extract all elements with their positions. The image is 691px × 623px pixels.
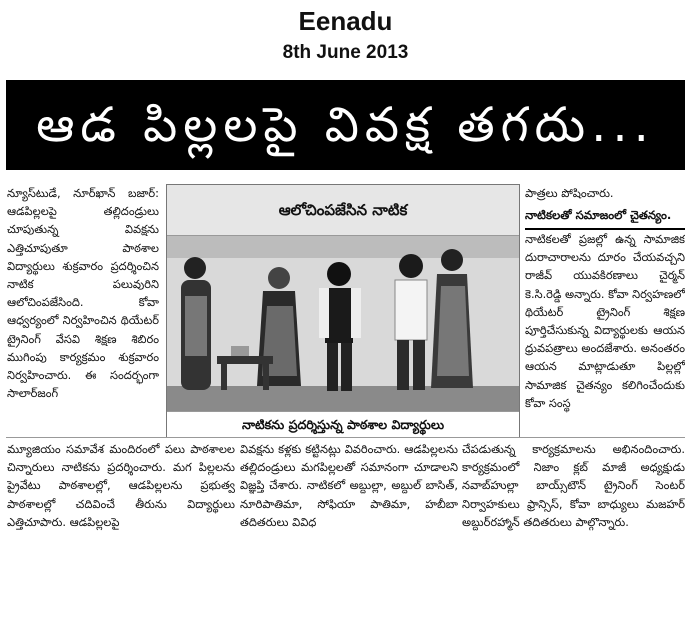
subheading: నాటికలతో సమాజంలో చైతన్యం. [525,208,685,230]
photo-top-caption: ఆలోచింపజేసిన నాటిక [167,185,519,236]
stage-photo [167,236,519,411]
article-column-4-top: పాత్రలు పోషించారు. [525,186,614,200]
article-column-4: నాటికలతో ప్రజల్లో ఉన్న సామాజిక దురాచారాలను దూరం చేయవచ్చని రాజీవ్ యువకిరణాలు చైర్మన్ కె.సి.రెడ్డి అన్నారు. కోవా నిర్వహణలో థియేటర్ ట్రైనింగ్ శిక్షణ పూర్తిచేసుకున్న విద్యార్థులకు ఆయన ధ్రువపత్రాలు అందజేశారు. అనంతరం ఆయన మాట్లాడుతూ పిల్లల్లో సామాజిక చైతన్యం కలిగించేందుకు కోవా సంస్థ [525,232,685,410]
headline-banner: ఆడ పిల్లలపై వివక్ష తగదు... [6,80,685,170]
article-bottom-column-3: చేపడుతున్న కార్యక్రమాలను అభినందించారు. కార్యక్రమంలో నిజాం క్లబ్ మాజీ అధ్యక్షుడు నవాబ్‌హుల్లా బాయ్స్‌టౌన్ ట్రైనింగ్ సెంటర్ నిర్వాహకులు ఫ్రాన్సిస్, కోవా బాధ్యులు మజహర్ అబ్దుర్‌రహ్మాన్ తదితరులు పాల్గొన్నారు. [462,442,685,529]
article-bottom-column-2: వివక్షను కళ్లకు కట్టినట్లు వివరించారు. ఆడపిల్లలను తల్లిదండ్రులు మగపిల్లలతో సమానంగా చూడాలని విజ్ఞప్తి చేశారు. నాటికలో అబ్దుల్లా, అబ్దుల్ బాసిత్, నూరిపాతిమా, సోఫియా పాతిమా, హబీబా తదితరులు వివిధ [240,442,458,529]
publication-date: 8th June 2013 [282,42,409,63]
article-column-1: న్యూస్‌టుడే, నూర్‌ఖాన్ బజార్: ఆడపిల్లలపై తల్లిదండ్రులు చూపుతున్న వివక్షను ఎత్తిచూపుతూ పాఠశాల విద్యార్థులు శుక్రవారం ప్రదర్శించిన నాటిక పలువురిని ఆలోచింపజేసింది. కోవా ఆధ్వర్యంలో నిర్వహించిన థియేటర్ ట్రైనింగ్ వేసవి శిక్షణ శిబిరం ముగింపు కార్యక్రమం శుక్రవారం నిర్వహించారు. ఈ సందర్భంగా సాలార్‌జంగ్ [7,186,159,401]
article-bottom-column-1: మ్యూజియం సమావేశ మందిరంలో పలు పాఠశాలల చిన్నారులు నాటికను ప్రదర్శించారు. మగ పిల్లలను ప్రైవేటు పాఠశాలల్లో, ఆడపిల్లలను ప్రభుత్వ పాఠశాలల్లో చదివించే తీరును విద్యార్థులు ఎత్తిచూపారు. ఆడపిల్లలపై [7,442,235,529]
photo-bottom-caption: నాటికను ప్రదర్శిస్తున్న పాఠశాల విద్యార్థులు [167,411,519,438]
stage-photo-illustration [167,236,519,411]
photo-box [166,184,520,438]
newspaper-name: Eenadu [298,6,393,36]
section-divider [6,437,685,438]
